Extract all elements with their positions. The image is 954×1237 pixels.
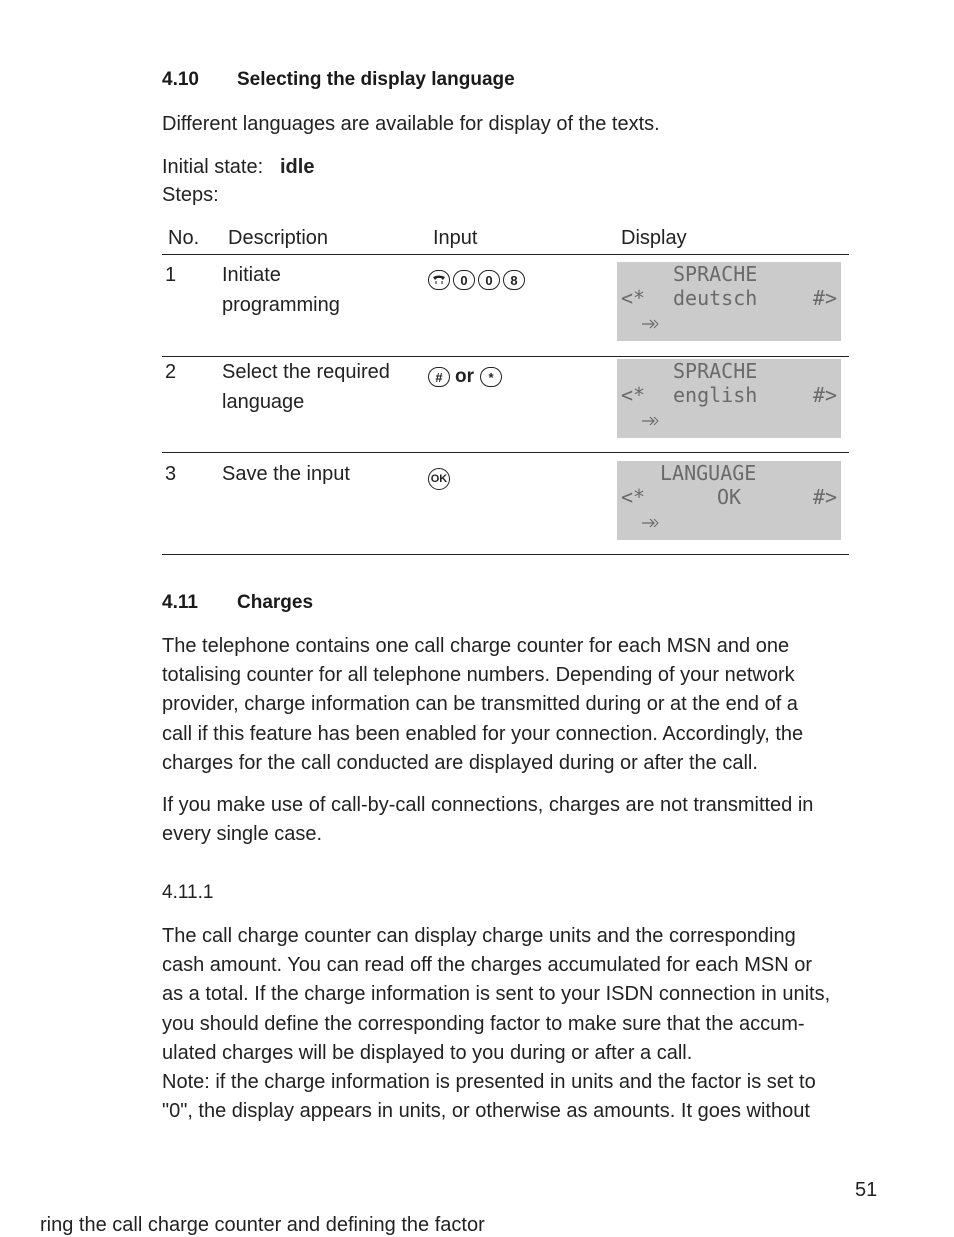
paragraph-line: you should define the corresponding factor to make sure that the accum- xyxy=(162,1012,805,1035)
digit-key-icon: 0 xyxy=(453,270,475,290)
lcd-line-2 xyxy=(621,485,837,511)
star-key-icon: * xyxy=(480,367,502,387)
lcd-right-arrow: #> xyxy=(812,485,837,509)
row-number: 3 xyxy=(165,463,177,485)
or-text: or xyxy=(455,365,474,387)
charges-paragraph-1 xyxy=(162,632,803,778)
digit-key-icon: 8 xyxy=(503,270,525,290)
counter-paragraph xyxy=(162,922,830,1126)
charges-paragraph-2 xyxy=(162,791,813,849)
table-bottom-rule xyxy=(162,554,849,555)
paragraph-line: "0", the display appears in units, or otherwise as amounts. It goes without xyxy=(162,1100,810,1123)
lcd-display xyxy=(617,359,841,438)
lcd-line-1: SPRACHE xyxy=(673,359,758,383)
hash-key-icon: # xyxy=(428,367,450,387)
row-input-keys xyxy=(428,361,505,392)
row-rule xyxy=(162,452,849,453)
section-title-4-11: Charges xyxy=(237,592,314,613)
digit-key-icon: 0 xyxy=(478,270,500,290)
row-description-line: Initiate xyxy=(222,264,281,286)
row-description xyxy=(222,459,350,489)
paragraph-line: If you make use of call-by-call connections, charges are not transmitted in xyxy=(162,794,814,816)
paragraph-line: cash amount. You can read off the charges accumulated for each MSN or xyxy=(162,954,813,977)
enter-arrow-icon xyxy=(641,412,659,431)
initial-state-label: Initial state: xyxy=(162,156,264,178)
paragraph-line: charges for the call conducted are displayed during or after the call. xyxy=(162,751,758,774)
table-header-description: Description xyxy=(228,227,329,249)
section-number-4-10: 4.10 xyxy=(162,69,199,90)
lcd-left-arrow: <* xyxy=(621,383,646,407)
lcd-display xyxy=(617,461,841,540)
enter-arrow-icon xyxy=(641,514,659,533)
row-input-keys xyxy=(428,463,453,493)
row-description-line: programming xyxy=(222,294,340,316)
row-number: 1 xyxy=(165,264,177,286)
table-header-rule xyxy=(162,254,849,255)
row-description-line: Save the input xyxy=(222,463,350,485)
paragraph-line: Note: if the charge information is presented in units and the factor is set to xyxy=(162,1071,816,1094)
paragraph-line: The telephone contains one call charge counter for each MSN and one xyxy=(162,635,790,657)
row-input-keys xyxy=(428,264,528,294)
lcd-right-arrow: #> xyxy=(812,286,837,310)
initial-state-value: idle xyxy=(280,156,315,178)
paragraph-line: call if this feature has been enabled for your connection. Accordingly, the xyxy=(162,722,804,745)
lcd-line-2 xyxy=(621,286,837,312)
ok-key-icon: OK xyxy=(428,468,450,490)
lcd-option: OK xyxy=(716,485,742,509)
lcd-left-arrow: <* xyxy=(621,485,646,509)
paragraph-line: The call charge counter can display charge units and the corresponding xyxy=(162,925,796,947)
intro-text: Different languages are available for display of the texts. xyxy=(162,113,660,135)
section-number-4-11-1: 4.11.1 xyxy=(162,882,214,903)
row-number: 2 xyxy=(165,361,177,383)
row-description-line: Select the required xyxy=(222,361,390,383)
row-description xyxy=(222,260,340,320)
row-description xyxy=(222,357,390,417)
handset-key-icon xyxy=(428,270,450,290)
lcd-right-arrow: #> xyxy=(812,383,837,407)
paragraph-line: provider, charge information can be transmitted during or at the end of a xyxy=(162,693,798,716)
paragraph-line: every single case. xyxy=(162,823,323,846)
table-header-no: No. xyxy=(168,227,200,249)
lcd-option: english xyxy=(673,383,758,407)
lcd-display xyxy=(617,262,841,341)
lcd-line-1: SPRACHE xyxy=(673,262,758,286)
running-footer: ring the call charge counter and defining the factor xyxy=(40,1214,485,1236)
steps-label: Steps: xyxy=(162,184,219,206)
section-title-4-10: Selecting the display language xyxy=(237,69,515,90)
section-number-4-11: 4.11 xyxy=(162,592,198,613)
page-number: 51 xyxy=(855,1179,878,1201)
table-header-display: Display xyxy=(621,227,687,249)
lcd-line-1: LANGUAGE xyxy=(660,461,757,485)
lcd-left-arrow: <* xyxy=(621,286,646,310)
paragraph-line: totalising counter for all telephone numbers. Depending of your network xyxy=(162,664,795,687)
table-header-input: Input xyxy=(433,227,478,249)
enter-arrow-icon xyxy=(641,315,659,334)
lcd-line-2 xyxy=(621,383,837,409)
paragraph-line: as a total. If the charge information is sent to your ISDN connection in units, xyxy=(162,983,831,1006)
paragraph-line: ulated charges will be displayed to you during or after a call. xyxy=(162,1041,693,1064)
lcd-option: deutsch xyxy=(673,286,758,310)
row-description-line: language xyxy=(222,391,305,413)
